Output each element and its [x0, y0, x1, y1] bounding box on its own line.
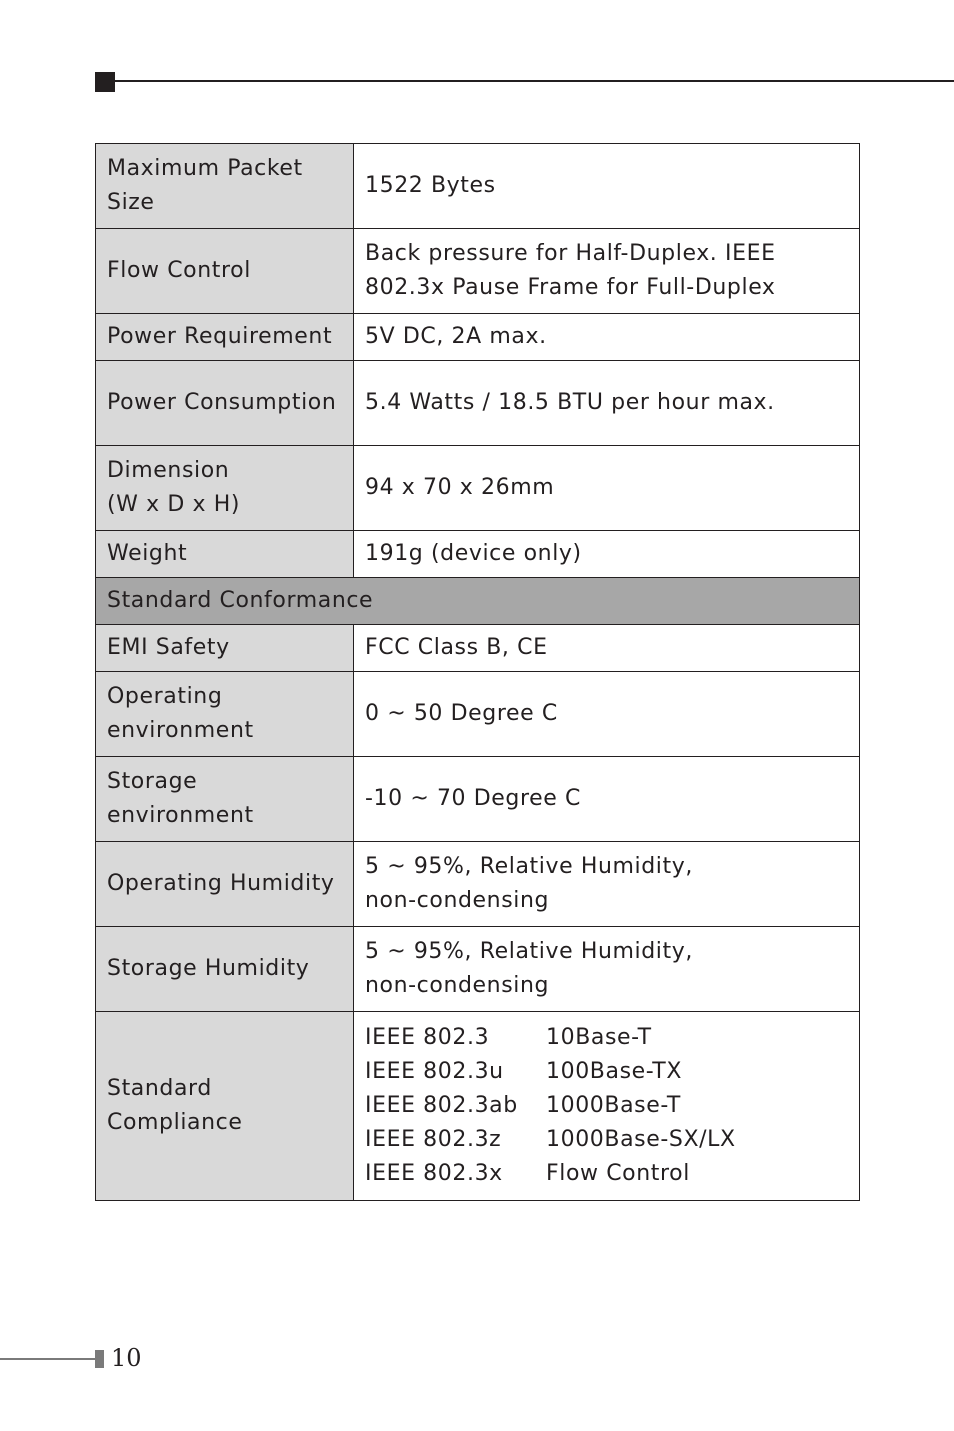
spec-value: -10 ~ 70 Degree C [354, 757, 860, 842]
table-row [96, 229, 860, 314]
spec-value: Back pressure for Half-Duplex. IEEE 802.3x Pause Frame for Full-Duplex [354, 229, 860, 314]
page-number: 10 [111, 1344, 142, 1372]
standard-name: 1000Base-SX/LX [546, 1127, 736, 1152]
table-row [96, 672, 860, 757]
standard-name: 1000Base-T [546, 1093, 681, 1118]
table-row [96, 842, 860, 927]
spec-label: EMI Safety [96, 625, 354, 672]
standard-entry [365, 1055, 849, 1089]
table-row [96, 757, 860, 842]
standard-id: IEEE 802.3u [365, 1059, 504, 1084]
standard-name: 100Base-TX [546, 1059, 682, 1084]
spec-label: Standard Compliance [96, 1012, 354, 1201]
header-rule [115, 80, 954, 82]
header-square-marker [95, 72, 115, 92]
standard-entry [365, 1157, 849, 1191]
footer-rule [0, 1358, 95, 1360]
spec-value: 5 ~ 95%, Relative Humidity, non-condensing [354, 842, 860, 927]
spec-value: 5V DC, 2A max. [354, 314, 860, 361]
table-row [96, 927, 860, 1012]
standard-id: IEEE 802.3ab [365, 1093, 518, 1118]
standard-name: 10Base-T [546, 1025, 652, 1050]
standard-name: Flow Control [546, 1161, 690, 1186]
spec-label: Operating environment [96, 672, 354, 757]
table-row [96, 531, 860, 578]
spec-label: Power Consumption [96, 361, 354, 446]
spec-label: Operating Humidity [96, 842, 354, 927]
standard-entry [365, 1089, 849, 1123]
spec-value: 5 ~ 95%, Relative Humidity, non-condensing [354, 927, 860, 1012]
section-header: Standard Conformance [96, 578, 860, 625]
specification-table [95, 143, 860, 1201]
spec-value: 0 ~ 50 Degree C [354, 672, 860, 757]
standard-list [354, 1012, 860, 1201]
section-header-row [96, 578, 860, 625]
spec-label: Storage Humidity [96, 927, 354, 1012]
spec-label: Maximum Packet Size [96, 144, 354, 229]
spec-value: 5.4 Watts / 18.5 BTU per hour max. [354, 361, 860, 446]
spec-label: Storage environment [96, 757, 354, 842]
standard-id: IEEE 802.3 [365, 1025, 490, 1050]
table-row [96, 144, 860, 229]
spec-label: Weight [96, 531, 354, 578]
table-row [96, 361, 860, 446]
standard-id: IEEE 802.3x [365, 1161, 503, 1186]
standard-entry [365, 1123, 849, 1157]
standard-entry [365, 1021, 849, 1055]
table-row [96, 446, 860, 531]
spec-label: Power Requirement [96, 314, 354, 361]
footer-square-marker [95, 1350, 104, 1368]
spec-value: 1522 Bytes [354, 144, 860, 229]
spec-label: Dimension (W x D x H) [96, 446, 354, 531]
table-row [96, 625, 860, 672]
spec-value: 191g (device only) [354, 531, 860, 578]
table-row [96, 314, 860, 361]
standard-id: IEEE 802.3z [365, 1127, 502, 1152]
spec-value: FCC Class B, CE [354, 625, 860, 672]
spec-value: 94 x 70 x 26mm [354, 446, 860, 531]
spec-label: Flow Control [96, 229, 354, 314]
table-row [96, 1012, 860, 1201]
